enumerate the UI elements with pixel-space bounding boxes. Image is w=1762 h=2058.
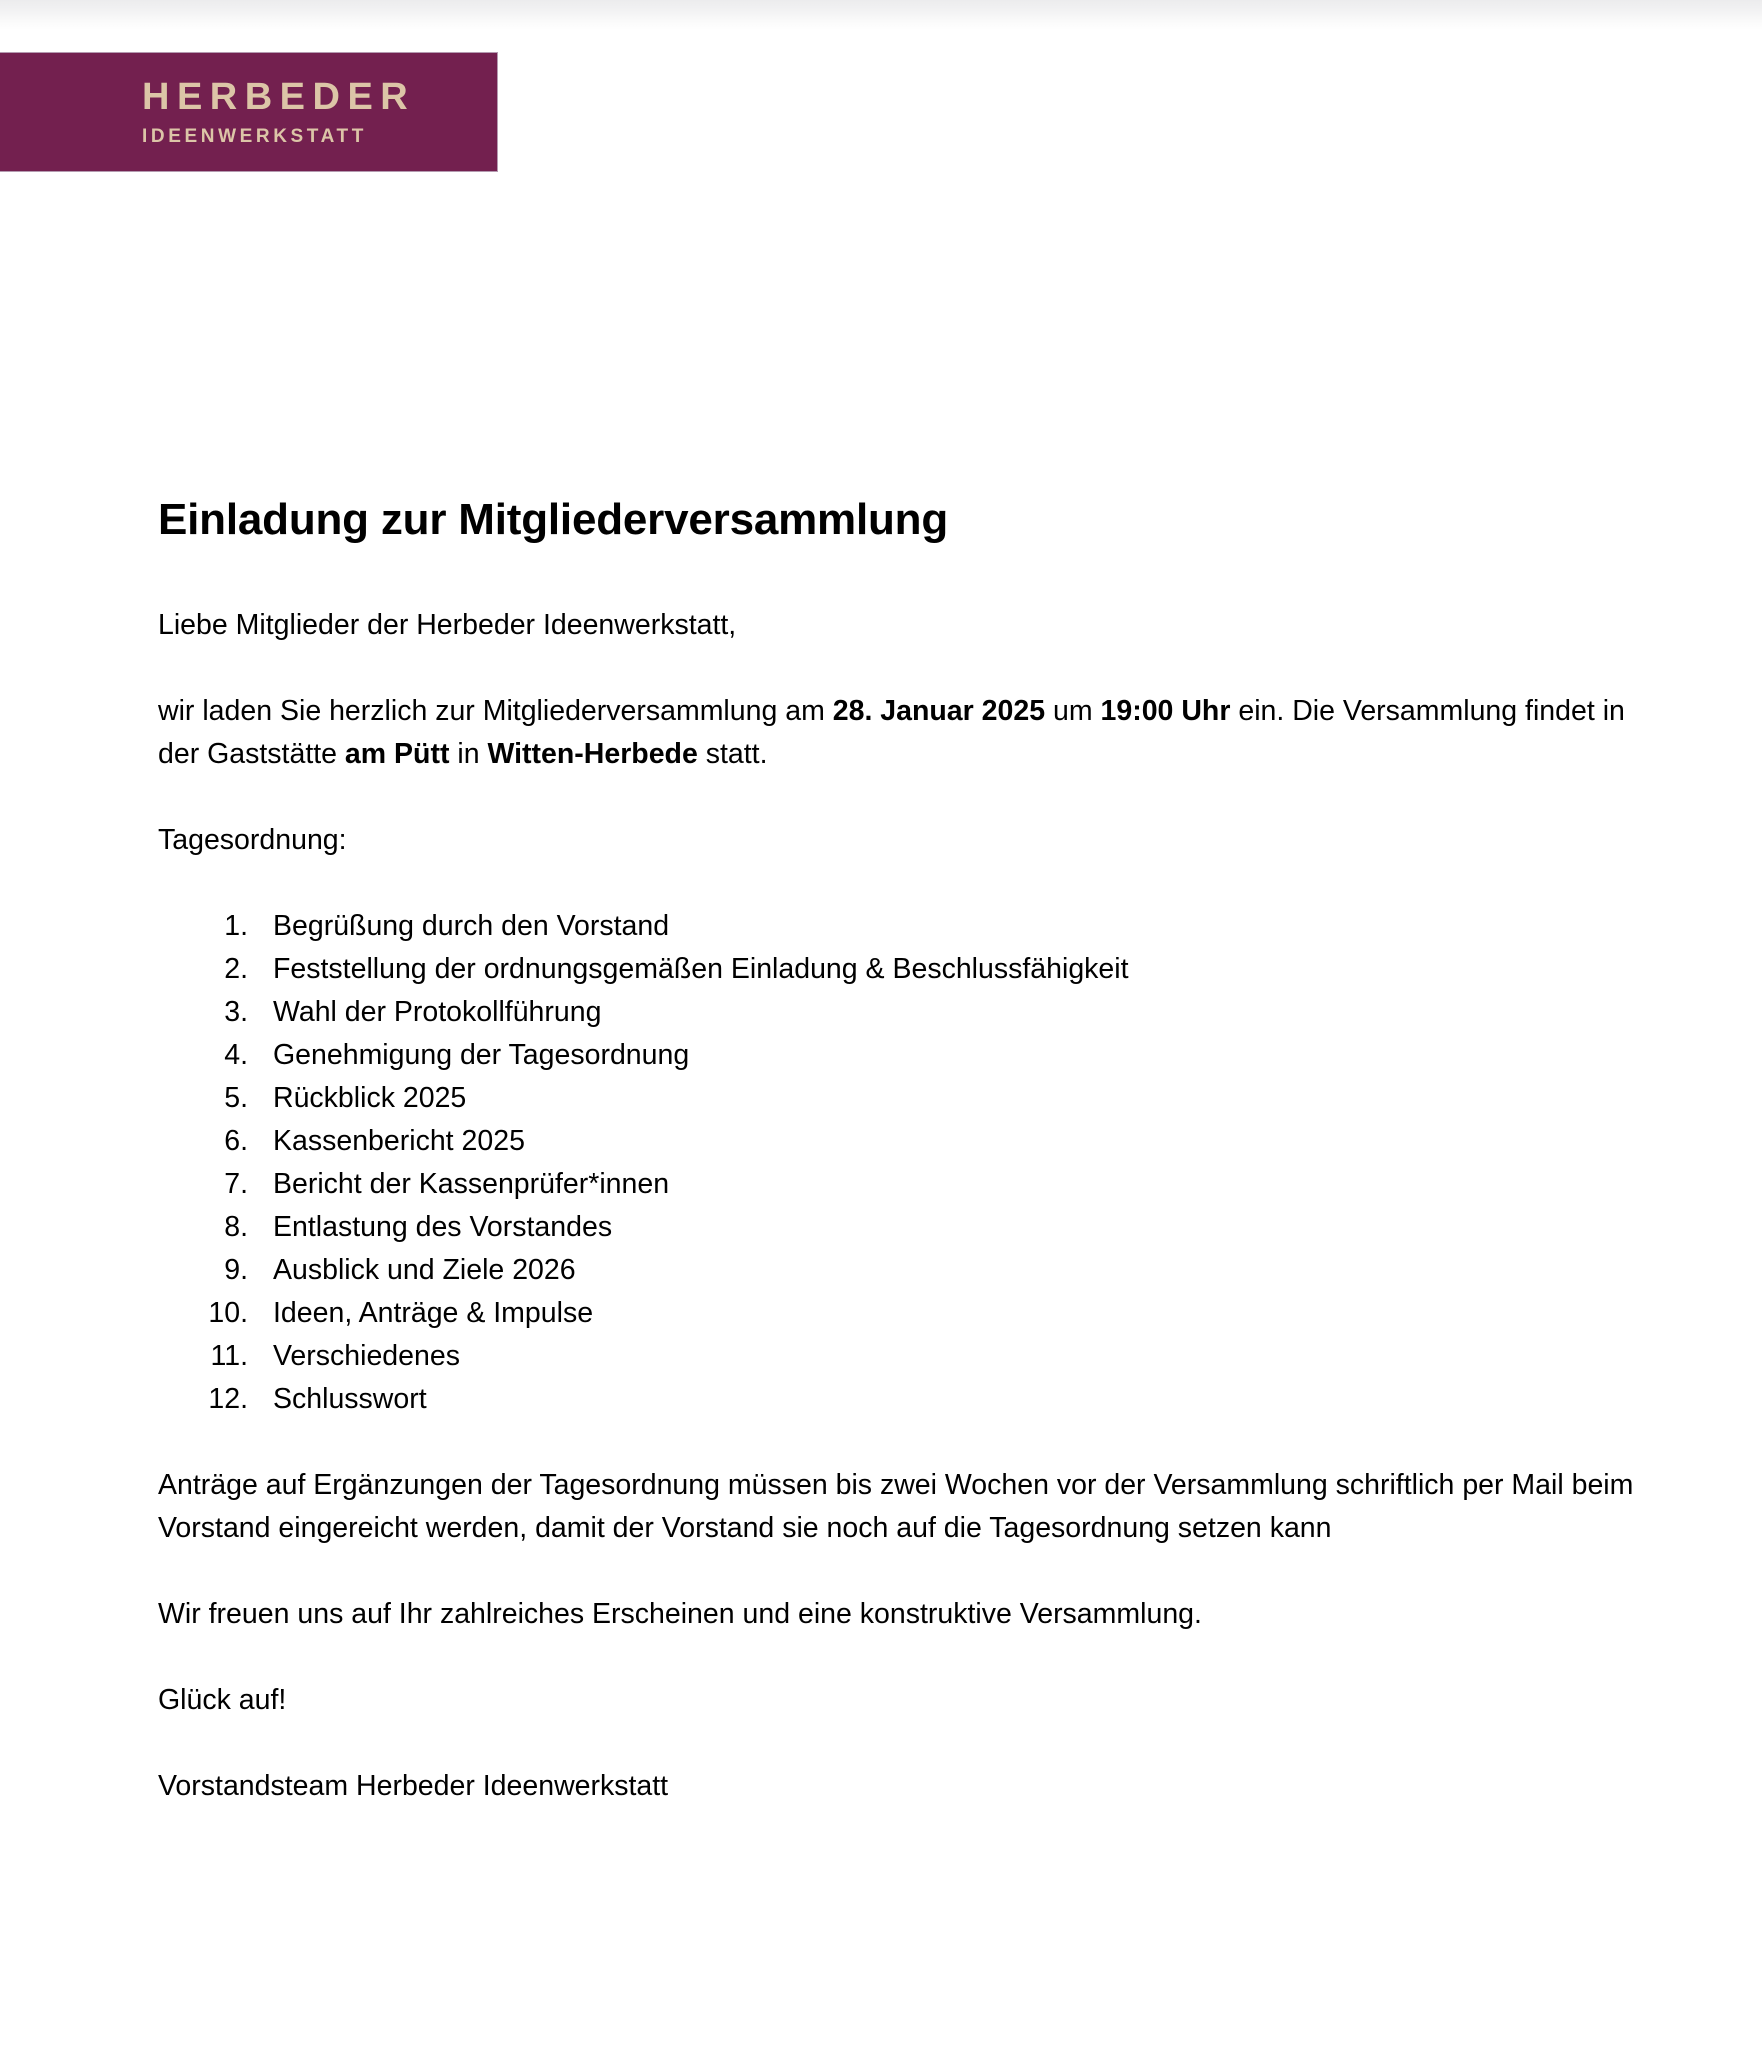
invitation-text-part-2: um [1045, 695, 1101, 727]
invitation-text-part-4: in [449, 738, 488, 770]
list-item: Schlusswort [273, 1383, 427, 1415]
meeting-date: 28. Januar 2025 [832, 695, 1046, 727]
list-item: Kassenbericht 2025 [273, 1125, 525, 1157]
list-item: Ideen, Anträge & Impulse [273, 1297, 594, 1329]
document-content [158, 604, 1638, 1808]
organization-logo-band [0, 52, 498, 172]
invitation-text-part-1: wir laden Sie herzlich zur Mitgliederversammlung am [158, 695, 833, 727]
invitation-text-part-3: ein. Die Versammlung findet in der Gaststätte [158, 695, 1625, 770]
motions-note-paragraph: Anträge auf Ergänzungen der Tagesordnung müssen bis zwei Wochen vor der Versammlung schriftlich per Mail beim Vorstand eingereicht werden, damit der Vorstand sie noch auf die Tagesordnung setzen kann [158, 1469, 1634, 1544]
salutation-paragraph: Liebe Mitglieder der Herbeder Ideenwerkstatt, [158, 609, 737, 641]
list-item: Wahl der Protokollführung [273, 996, 602, 1028]
invitation-paragraph [158, 690, 1638, 776]
meeting-location: Witten-Herbede [487, 738, 698, 770]
list-item: Entlastung des Vorstandes [273, 1211, 613, 1243]
list-item: Begrüßung durch den Vorstand [273, 910, 670, 942]
invitation-text-part-5: statt. [697, 738, 768, 770]
meeting-time: 19:00 Uhr [1100, 695, 1231, 727]
page-title: Einladung zur Mitgliederversammlung [158, 495, 949, 545]
list-item: Feststellung der ordnungsgemäßen Einladung & Beschlussfähigkeit [273, 953, 1129, 985]
list-item: Genehmigung der Tagesordnung [273, 1039, 690, 1071]
meeting-venue: am Pütt [344, 738, 450, 770]
page-top-gradient [0, 0, 1762, 30]
closing-invitation-paragraph: Wir freuen uns auf Ihr zahlreiches Erscheinen und eine konstruktive Versammlung. [158, 1598, 1202, 1630]
greeting-paragraph: Glück auf! [158, 1684, 287, 1716]
agenda-list [158, 905, 1638, 1421]
signature-paragraph: Vorstandsteam Herbeder Ideenwerkstatt [158, 1770, 669, 1802]
logo-secondary-text: IDEENWERKSTATT [142, 126, 367, 147]
agenda-heading: Tagesordnung: [158, 824, 347, 856]
logo-primary-text: HERBEDER [142, 76, 416, 118]
list-item: Ausblick und Ziele 2026 [273, 1254, 576, 1286]
list-item: Verschiedenes [273, 1340, 460, 1372]
list-item: Bericht der Kassenprüfer*innen [273, 1168, 670, 1200]
list-item: Rückblick 2025 [273, 1082, 467, 1114]
